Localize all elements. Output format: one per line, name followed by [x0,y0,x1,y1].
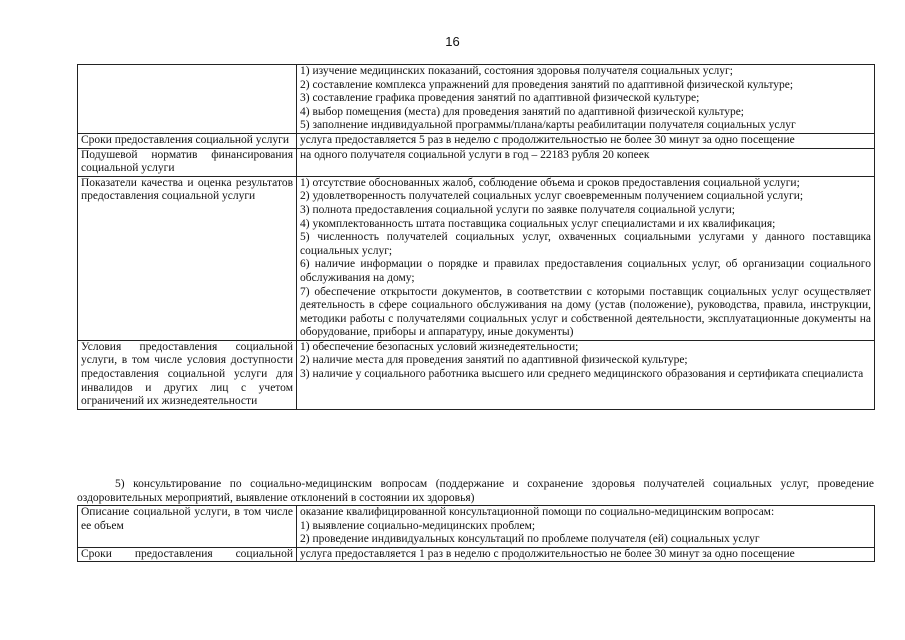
table-row [78,148,875,176]
row-value [297,340,875,409]
list-item: 2) удовлетворенность получателей социальных услуг своевременным получением социальной услуги; [300,190,804,203]
row-value [297,65,875,134]
list-item: 1) отсутствие обоснованных жалоб, соблюдение объема и сроков предоставления социальной услуги; [300,176,800,189]
service-table-2 [77,505,875,562]
list-item: 2) наличие места для проведения занятий по адаптивной физической культуре; [300,354,688,367]
list-item: 2) составление комплекса упражнений для проведения занятий по адаптивной физической культуре; [300,78,794,91]
table-row [78,506,875,548]
list-item: 3) наличие у социального работника высшего или среднего медицинского образования и сертификата специалиста [300,368,864,381]
list-item: 5) численность получателей социальных услуг, охваченных социальными услугами у данного поставщика социальных услуг; [300,231,871,257]
row-value [297,506,875,548]
list-item: 1) выявление социально-медицинских проблем; [300,519,536,532]
table-row [78,65,875,134]
row-label-text: Описание социальной услуги, в том числе ее объем [81,506,293,532]
list-item: 4) выбор помещения (места) для проведения занятий по адаптивной физической культуре; [300,105,745,118]
row-label [78,547,297,562]
list-item: 1) изучение медицинских показаний, состояния здоровья получателя социальных услуг; [300,65,733,77]
row-label [78,176,297,340]
list-item: оказание квалифицированной консультационной помощи по социально-медицинским вопросам: [300,506,775,518]
section-heading: 5) консультирование по социально-медицинским вопросам (поддержание и сохранение здоровья получателей социальных услуг, проведение оздоровительных мероприятий, выявление отклонений в состоянии их здоровья) [77,478,874,504]
row-label-text: Сроки предоставления социальной [81,547,293,560]
table-row [78,133,875,148]
list-item: 7) обеспечение открытости документов, в соответствии с которыми поставщик социальных услуг осуществляет деятельность в сфере социального обслуживания на дому (устав (положение), руководства, правила, инструкции, методики работы с получателями социальных услуг и собственной деятельности, эксплуатационные документы на оборудование, приборы и аппаратуру, иные документы) [300,285,871,339]
row-value: на одного получателя социальной услуги в год – 22183 рубля 20 копеек [297,148,875,176]
table-row [78,547,875,562]
list-item: 6) наличие информации о порядке и правилах предоставления социальных услуг, об организации социального обслуживания на дому; [300,258,871,284]
row-label [78,506,297,548]
list-item: 3) полнота предоставления социальной услуги по заявке получателя социальной услуги; [300,203,735,216]
row-label-text: Показатели качества и оценка результатов предоставления социальной услуги [81,176,293,203]
row-label [78,65,297,134]
list-item: 4) укомплектованность штата поставщика социальных услуг специалистами и их квалификация; [300,217,776,230]
row-value: услуга предоставляется 5 раз в неделю с продолжительностью не более 30 минут за одно посещение [297,133,875,148]
row-value [297,547,875,562]
table-row [78,176,875,340]
row-label-text: Условия предоставления социальной услуги, в том числе условия доступности предоставления социальной услуги для инвалидов и других лиц с учетом ограничений их жизнедеятельности [81,340,293,408]
row-label [78,133,297,148]
list-item: 3) составление графика проведения занятий по адаптивной физической культуре; [300,92,700,105]
row-value [297,176,875,340]
list-item: 5) заполнение индивидуальной программы/плана/карты реабилитации получателя социальных услуг [300,119,796,132]
row-value-text: услуга предоставляется 1 раз в неделю с продолжительностью не более 30 минут за одно посещение [300,547,795,560]
list-item: 2) проведение индивидуальных консультаций по проблеме получателя (ей) социальных услуг [300,533,760,546]
row-label [78,340,297,409]
service-table-1 [77,64,875,410]
row-label-text: Сроки предоставления социальной услуги [81,133,289,146]
row-label [78,148,297,176]
table-row [78,340,875,409]
page-number: 16 [445,34,460,49]
list-item: 1) обеспечение безопасных условий жизнедеятельности; [300,340,579,353]
row-label-text: Подушевой норматив финансирования социальной услуги [81,148,293,175]
